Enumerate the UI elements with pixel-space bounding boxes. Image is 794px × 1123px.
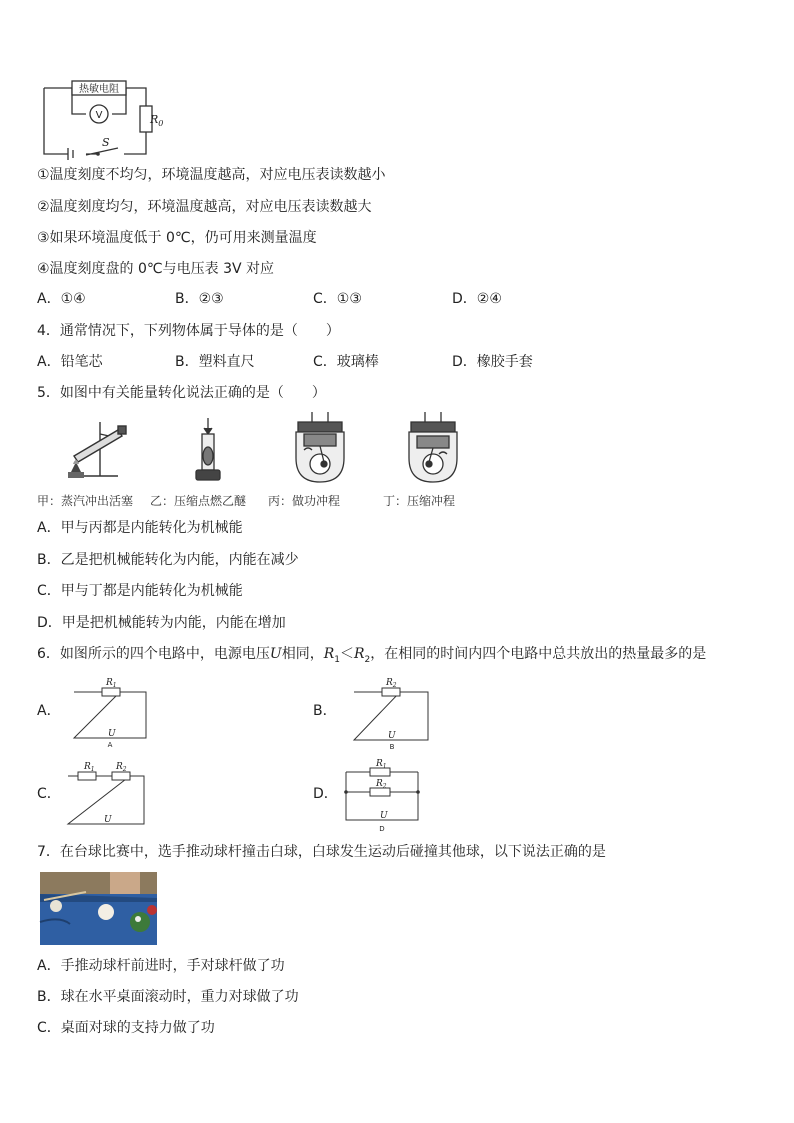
resistor-r1 <box>78 772 96 780</box>
caption-bing: 丙：做功冲程 <box>268 494 341 508</box>
resistor-r1 <box>370 768 390 776</box>
circuit-b-letter: B <box>389 743 395 751</box>
q5-stem: 5．如图中有关能量转化说法正确的是（ ） <box>37 385 326 401</box>
q6-stem-r1: R <box>323 646 335 662</box>
caption-yi: 乙：压缩点燃乙醚 <box>150 494 247 508</box>
q7-option-b[interactable]: B．球在水平桌面滚动时，重力对球做了功 <box>37 989 299 1005</box>
thermistor-circuit-diagram <box>40 78 170 160</box>
q6-option-c[interactable]: C． <box>37 786 61 802</box>
r0-subscript: 0 <box>158 119 164 128</box>
q6-stem-lt: ＜ <box>340 646 354 662</box>
q5-option-c[interactable]: C．甲与丁都是内能转化为机械能 <box>37 583 243 599</box>
power-stroke-engine-figure <box>290 410 350 486</box>
air-compression-cylinder-figure <box>190 416 226 484</box>
circuit-c <box>66 760 146 830</box>
thermistor-label: 热敏电阻 <box>79 84 119 95</box>
statement-4: ④温度刻度盘的 0℃与电压表 3V 对应 <box>37 261 275 277</box>
q6-stem-r2: R <box>354 646 365 662</box>
q3-option-b[interactable]: B．②③ <box>175 291 224 307</box>
q3-option-d[interactable]: D．②④ <box>452 291 502 307</box>
circuit-a-letter: A <box>107 741 113 749</box>
q4-option-c[interactable]: C．玻璃棒 <box>313 354 379 370</box>
steam-test-tube-figure <box>60 416 130 484</box>
statement-3: ③如果环境温度低于 0℃，仍可用来测量温度 <box>37 230 317 246</box>
svg-text:R1: $R_1$ <box>376 759 387 770</box>
q4-option-d[interactable]: D．橡胶手套 <box>452 354 533 370</box>
circuit-a-u-label: U <box>108 729 116 739</box>
svg-text:R0 <box>149 113 163 128</box>
resistor-r1 <box>102 688 120 696</box>
q6-option-b[interactable]: B． <box>313 703 337 719</box>
q5-option-b[interactable]: B．乙是把机械能转化为内能，内能在减少 <box>37 552 299 568</box>
svg-text:R2: $R_2$ <box>116 762 127 773</box>
q4-stem: 4．通常情况下，下列物体属于导体的是（ ） <box>37 323 340 339</box>
compression-stroke-engine-figure <box>403 410 463 486</box>
q6-stem-r1-sub: 1 <box>334 654 340 665</box>
q3-option-c[interactable]: C．①③ <box>313 291 362 307</box>
caption-jia: 甲：蒸汽冲出活塞 <box>37 494 134 508</box>
statement-1: ①温度刻度不均匀，环境温度越高，对应电压表读数越小 <box>37 167 386 183</box>
q7-option-a[interactable]: A．手推动球杆前进时，手对球杆做了功 <box>37 958 285 974</box>
caption-ding: 丁：压缩冲程 <box>383 494 456 508</box>
circuit-d <box>342 758 422 836</box>
billiards-photo <box>40 872 157 945</box>
switch-pivot <box>96 152 100 156</box>
voltmeter-label: V <box>95 110 103 121</box>
svg-text:R1: $R_1$ <box>106 678 117 689</box>
circuit-d-u-label: U <box>380 811 388 821</box>
resistor-r2 <box>370 788 390 796</box>
svg-text:R2: $R_2$ <box>376 779 387 790</box>
resistor-r2 <box>112 772 130 780</box>
switch-label: S <box>102 136 110 149</box>
q3-option-a[interactable]: A．①④ <box>37 291 86 307</box>
statement-2: ②温度刻度均匀，环境温度越高，对应电压表读数越大 <box>37 199 372 215</box>
q5-option-a[interactable]: A．甲与丙都是内能转化为机械能 <box>37 520 243 536</box>
q6-stem-text-3: ，在相同的时间内四个电路中总共放出的热量最多的是 <box>370 646 707 662</box>
q5-option-d[interactable]: D．甲是把机械能转为内能，内能在增加 <box>37 615 286 631</box>
q6-stem-u: U <box>269 646 282 662</box>
q6-stem-text-2: 相同， <box>281 646 324 662</box>
q6-stem <box>37 645 706 669</box>
q7-stem: 7．在台球比赛中，选手推动球杆撞击白球，白球发生运动后碰撞其他球，以下说法正确的是 <box>37 844 606 860</box>
q6-option-a[interactable]: A． <box>37 703 61 719</box>
svg-text:R1: $R_1$ <box>84 762 95 773</box>
svg-text:R2: $R_2$ <box>386 678 397 689</box>
q6-stem-text-1: 6．如图所示的四个电路中，电源电压 <box>37 646 270 662</box>
q7-option-c[interactable]: C．桌面对球的支持力做了功 <box>37 1020 215 1036</box>
circuit-c-u-label: U <box>104 815 112 825</box>
resistor-r2 <box>382 688 400 696</box>
circuit-a <box>72 676 148 748</box>
q6-stem-r2-sub: 2 <box>364 654 371 665</box>
circuit-b <box>352 678 432 750</box>
q4-option-a[interactable]: A．铅笔芯 <box>37 354 103 370</box>
q4-option-b[interactable]: B．塑料直尺 <box>175 354 255 370</box>
r0-label: R <box>150 113 159 126</box>
q6-option-d[interactable]: D． <box>313 786 338 802</box>
circuit-b-u-label: U <box>388 731 396 741</box>
circuit-d-letter: D <box>379 825 385 833</box>
